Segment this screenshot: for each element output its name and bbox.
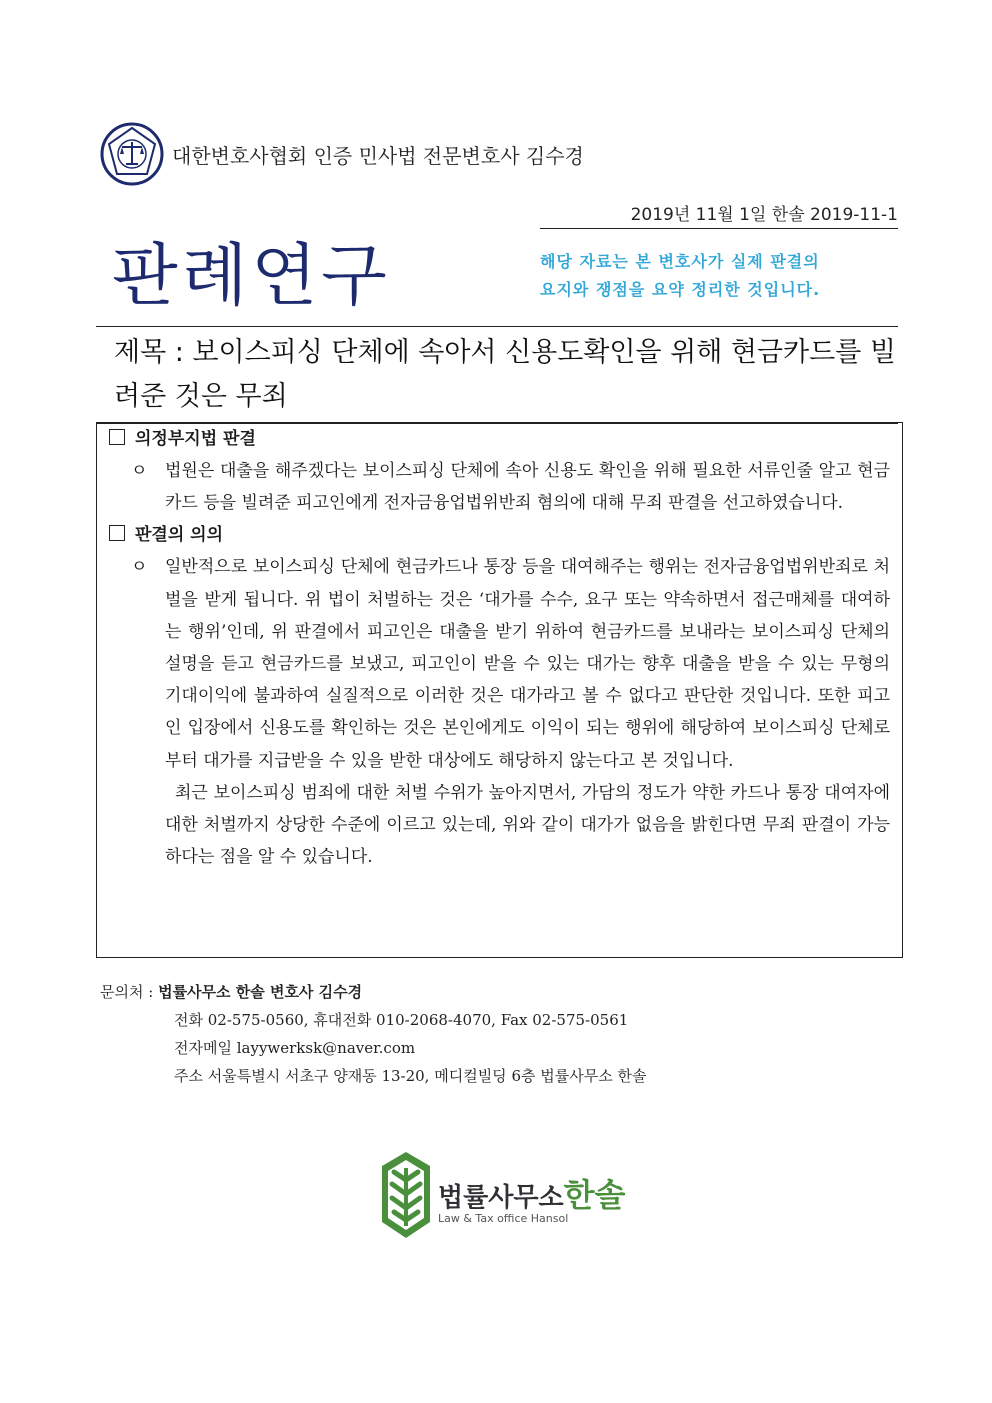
checkbox-square-icon xyxy=(109,525,125,541)
section-heading-label: 의정부지법 판결 xyxy=(135,429,256,449)
significance-body xyxy=(165,551,894,873)
contact-label: 문의처 : xyxy=(100,983,154,1001)
certification-line: 대한변호사협회 인증 민사법 전문변호사 김수경 xyxy=(172,144,584,168)
significance-paragraph: 일반적으로 보이스피싱 단체에 현금카드나 통장 등을 대여해주는 행위는 전자금융업법위반죄로 처벌을 받게 됩니다. 위 법이 처벌하는 것은 ‘대가를 수수, 요구 또는 약속하면서 접근매체를 대여하는 행위’인데, 위 판결에서 피고인은 대출을 받기 위하여 현금카드를 보내라는 보이스피싱 단체의 설명을 듣고 현금카드를 보냈고, 피고인이 받을 수 있는 대가는 향후 대출을 받을 수 있는 무형의 기대이익에 불과하여 실질적으로 이러한 것은 대가라고 볼 수 없다고 판단한 것입니다. 또한 피고인 입장에서 신용도를 확인하는 것은 본인에게도 이익이 되는 행위에 해당하여 보이스피싱 단체로부터 대가를 지급받을 수 있을 받한 대상에도 해당하지 않는다고 본 것입니다. xyxy=(165,557,890,771)
logo-subtitle: Law & Tax office Hansol xyxy=(438,1212,569,1225)
contact-address: 주소 서울특별시 서초구 양재동 13-20, 메디컬빌딩 6층 법률사무소 한솔 xyxy=(174,1067,647,1085)
section-heading-significance xyxy=(109,519,894,551)
contact-office: 법률사무소 한솔 변호사 김수경 xyxy=(158,983,363,1001)
logo-wordmark xyxy=(438,1170,625,1216)
contact-email: 전자메일 layywerksk@naver.com xyxy=(174,1039,416,1057)
page-title: 판례연구 xyxy=(112,237,391,316)
content-box xyxy=(96,422,903,958)
notice-line-2: 요지와 쟁점을 요약 정리한 것입니다. xyxy=(540,280,821,299)
subject-title: 제목 : 보이스피싱 단체에 속아서 신용도확인을 위해 현금카드를 빌려준 것은 무죄 xyxy=(96,326,898,424)
issue-date: 2019년 11월 1일 한솔 2019-11-1 xyxy=(540,200,898,229)
section-heading-label: 판결의 의의 xyxy=(135,525,224,546)
list-item xyxy=(109,551,894,873)
contact-phone: 전화 02-575-0560, 휴대전화 010-2068-4070, Fax 02-575-0561 xyxy=(174,1011,629,1029)
bullet-icon: ㅇ xyxy=(131,557,148,578)
section-heading-ruling xyxy=(109,423,894,455)
bar-association-seal-icon xyxy=(100,122,164,186)
significance-paragraph: 최근 보이스피싱 범죄에 대한 처벌 수위가 높아지면서, 가담의 정도가 약한 카드나 통장 대여자에 대한 처벌까지 상당한 수준에 이르고 있는데, 위와 같이 대가가 없음을 밝힌다면 무죄 판결이 가능하다는 점을 알 수 있습니다. xyxy=(165,782,890,868)
bullet-icon: ㅇ xyxy=(131,461,148,481)
contact-info xyxy=(100,978,646,1090)
contact-office-row xyxy=(100,978,646,1006)
checkbox-square-icon xyxy=(109,429,125,445)
notice xyxy=(540,248,820,304)
notice-line-1: 해당 자료는 본 변호사가 실제 판결의 xyxy=(540,252,820,271)
logo-name-prefix: 법률사무소 xyxy=(438,1183,564,1213)
logo-name-accent: 한솔 xyxy=(563,1176,626,1214)
list-item xyxy=(109,455,894,519)
ruling-paragraph: 법원은 대출을 해주겠다는 보이스피싱 단체에 속아 신용도 확인을 위해 필요한 서류인줄 알고 현금카드 등을 빌려준 피고인에게 전자금융업법위반죄 혐의에 대해 무죄 판결을 선고하였습니다. xyxy=(165,461,890,514)
